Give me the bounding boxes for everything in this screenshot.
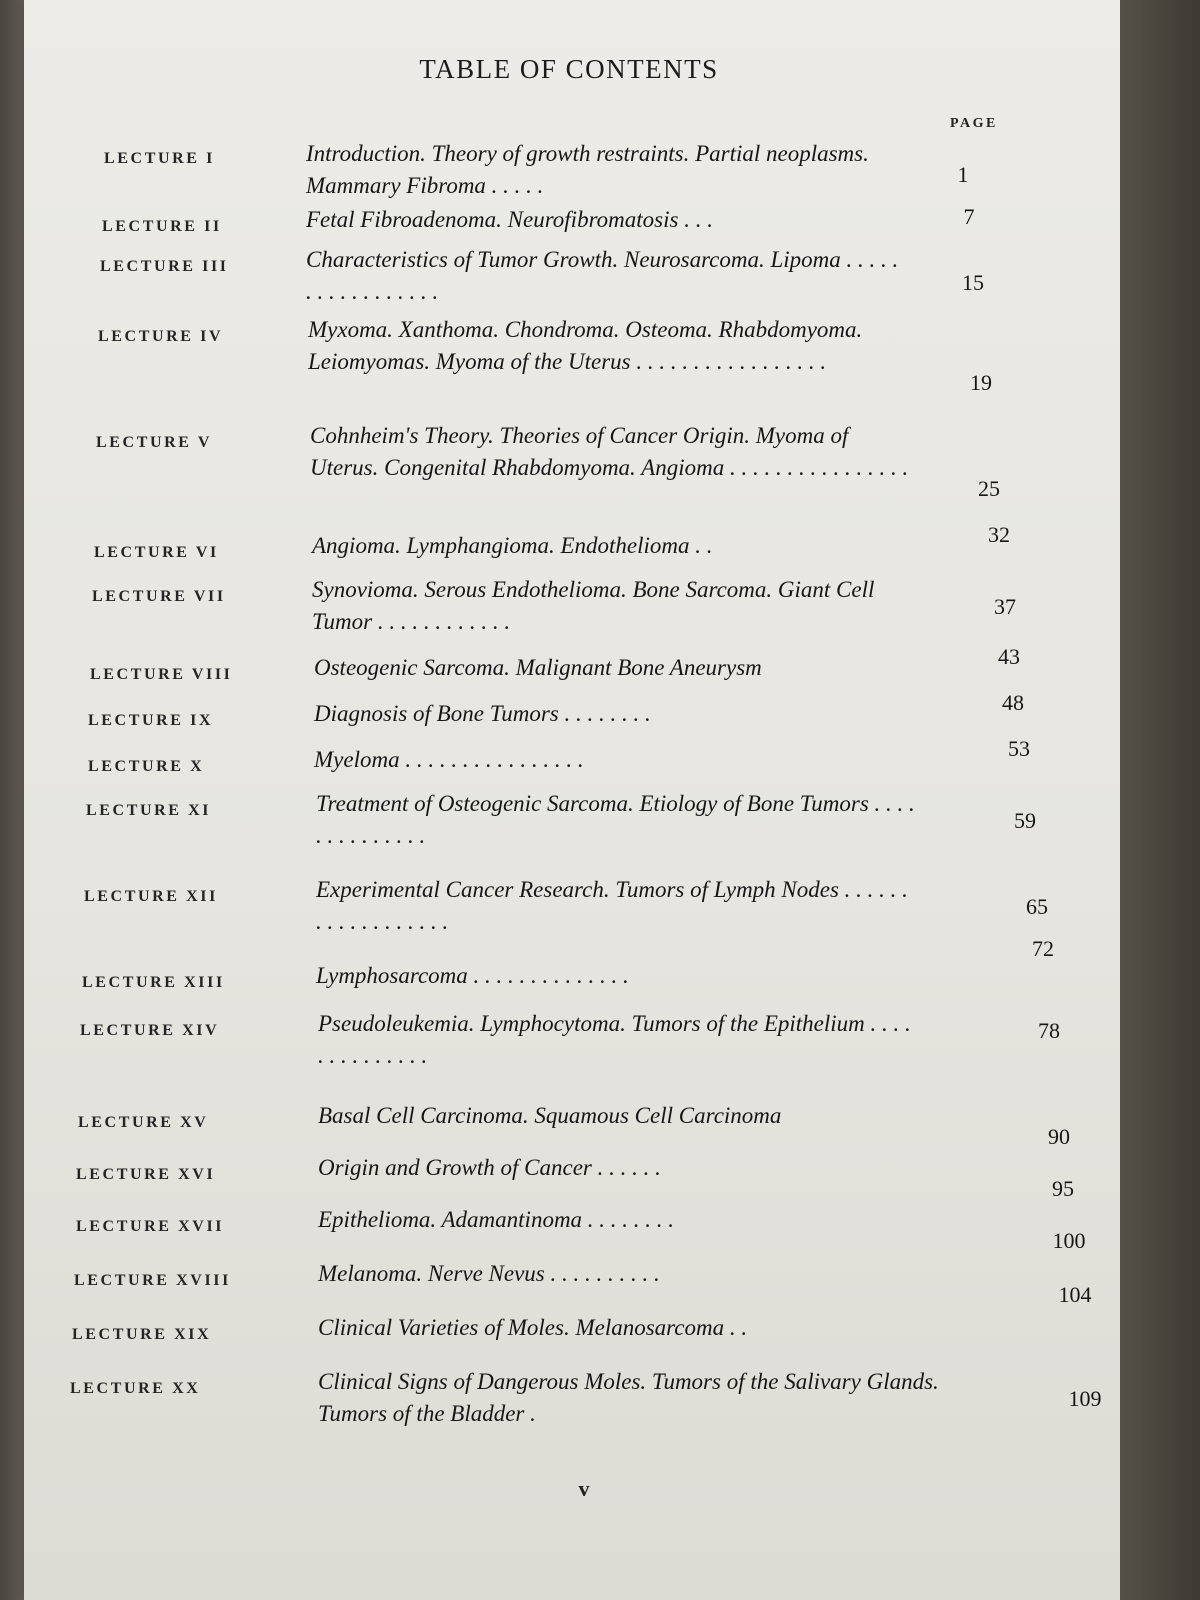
page-number: 95 bbox=[1052, 1176, 1074, 1201]
page-title: TABLE OF CONTENTS bbox=[419, 54, 719, 84]
page-number: 104 bbox=[1058, 1282, 1092, 1307]
entry-title: Myxoma. Xanthoma. Chondroma. Osteoma. Rhabdomyoma. Leiomyomas. Myoma of the Uterus . . . . . . . . . . . . . . . . . bbox=[308, 317, 863, 374]
entry-title: Clinical Varieties of Moles. Melanosarcoma . . bbox=[318, 1315, 748, 1340]
entry-title: Origin and Growth of Cancer . . . . . . bbox=[318, 1155, 661, 1180]
lecture-label: LECTURE IX bbox=[88, 712, 214, 729]
lecture-label: LECTURE XV bbox=[78, 1114, 209, 1131]
page-number: 25 bbox=[978, 476, 1000, 501]
lecture-label: LECTURE XIII bbox=[82, 974, 225, 991]
lecture-label: LECTURE XVIII bbox=[74, 1272, 231, 1289]
page-number: 72 bbox=[1032, 936, 1054, 961]
lecture-label: LECTURE XI bbox=[86, 802, 212, 819]
entry-title: Characteristics of Tumor Growth. Neurosarcoma. Lipoma . . . . . . . . . . . . . . . . . bbox=[306, 247, 899, 304]
entry-title: Introduction. Theory of growth restraints. Partial neoplasms. Mammary Fibroma . . . . . bbox=[306, 141, 869, 198]
page-number: 37 bbox=[994, 594, 1016, 619]
page-number: 109 bbox=[1068, 1386, 1102, 1411]
entry-title: Clinical Signs of Dangerous Moles. Tumors of the Salivary Glands. Tumors of the Bladder . bbox=[318, 1369, 939, 1426]
entry-title: Basal Cell Carcinoma. Squamous Cell Carcinoma bbox=[318, 1103, 782, 1128]
lecture-label: LECTURE VI bbox=[94, 544, 219, 561]
page-number: 65 bbox=[1026, 894, 1048, 919]
page-column-header: PAGE bbox=[950, 116, 998, 131]
entry-title: Diagnosis of Bone Tumors . . . . . . . . bbox=[314, 701, 651, 726]
book-page bbox=[24, 0, 1134, 1600]
lecture-label: LECTURE III bbox=[100, 258, 229, 275]
entry-title: Fetal Fibroadenoma. Neurofibromatosis . . . bbox=[306, 207, 713, 232]
lecture-label: LECTURE XVII bbox=[76, 1218, 225, 1235]
page-number: 53 bbox=[1008, 736, 1030, 761]
page-number: 32 bbox=[988, 522, 1010, 547]
page-number: 1 bbox=[957, 162, 969, 187]
lecture-label: LECTURE XVI bbox=[76, 1166, 216, 1183]
page-number: 19 bbox=[970, 370, 992, 395]
lecture-label: LECTURE V bbox=[96, 434, 213, 451]
entry-title: Cohnheim's Theory. Theories of Cancer Origin. Myoma of Uterus. Congenital Rhabdomyoma. Angioma . . . . . . . . . . . . . . . . bbox=[310, 423, 909, 480]
entry-title: Pseudoleukemia. Lymphocytoma. Tumors of the Epithelium . . . . . . . . . . . . . . bbox=[318, 1011, 911, 1068]
entry-title: Experimental Cancer Research. Tumors of Lymph Nodes . . . . . . . . . . . . . . . . . . bbox=[316, 877, 908, 934]
lecture-label: LECTURE XIX bbox=[72, 1326, 212, 1343]
lecture-label: LECTURE VII bbox=[92, 588, 226, 605]
entry-title: Melanoma. Nerve Nevus . . . . . . . . . . bbox=[318, 1261, 660, 1286]
entry-title: Osteogenic Sarcoma. Malignant Bone Aneurysm bbox=[314, 655, 762, 680]
lecture-label: LECTURE XIV bbox=[80, 1022, 220, 1039]
lecture-label: LECTURE XII bbox=[84, 888, 218, 905]
page-number: 43 bbox=[998, 644, 1020, 669]
lecture-label: LECTURE X bbox=[88, 758, 205, 775]
background-edge bbox=[1120, 0, 1200, 1600]
lecture-label: LECTURE VIII bbox=[90, 666, 233, 683]
lecture-label: LECTURE XX bbox=[70, 1380, 201, 1397]
lecture-label: LECTURE II bbox=[102, 218, 222, 235]
page-number: 90 bbox=[1048, 1124, 1070, 1149]
page-number: 15 bbox=[962, 270, 984, 295]
page-folio: v bbox=[578, 1476, 590, 1501]
entry-title: Treatment of Osteogenic Sarcoma. Etiology of Bone Tumors . . . . . . . . . . . . . . bbox=[316, 791, 915, 848]
entry-title: Epithelioma. Adamantinoma . . . . . . . . bbox=[318, 1207, 675, 1232]
page-number: 59 bbox=[1014, 808, 1036, 833]
page-number: 48 bbox=[1002, 690, 1024, 715]
lecture-label: LECTURE IV bbox=[98, 328, 224, 345]
entry-title: Angioma. Lymphangioma. Endothelioma . . bbox=[312, 533, 713, 558]
page-number: 7 bbox=[963, 204, 975, 229]
entry-title: Myeloma . . . . . . . . . . . . . . . . bbox=[314, 747, 584, 772]
entry-title: Synovioma. Serous Endothelioma. Bone Sarcoma. Giant Cell Tumor . . . . . . . . . . . . bbox=[312, 577, 875, 634]
page-number: 78 bbox=[1038, 1018, 1060, 1043]
page-number: 100 bbox=[1052, 1228, 1086, 1253]
lecture-label: LECTURE I bbox=[104, 150, 215, 167]
entry-title: Lymphosarcoma . . . . . . . . . . . . . . bbox=[316, 963, 629, 988]
